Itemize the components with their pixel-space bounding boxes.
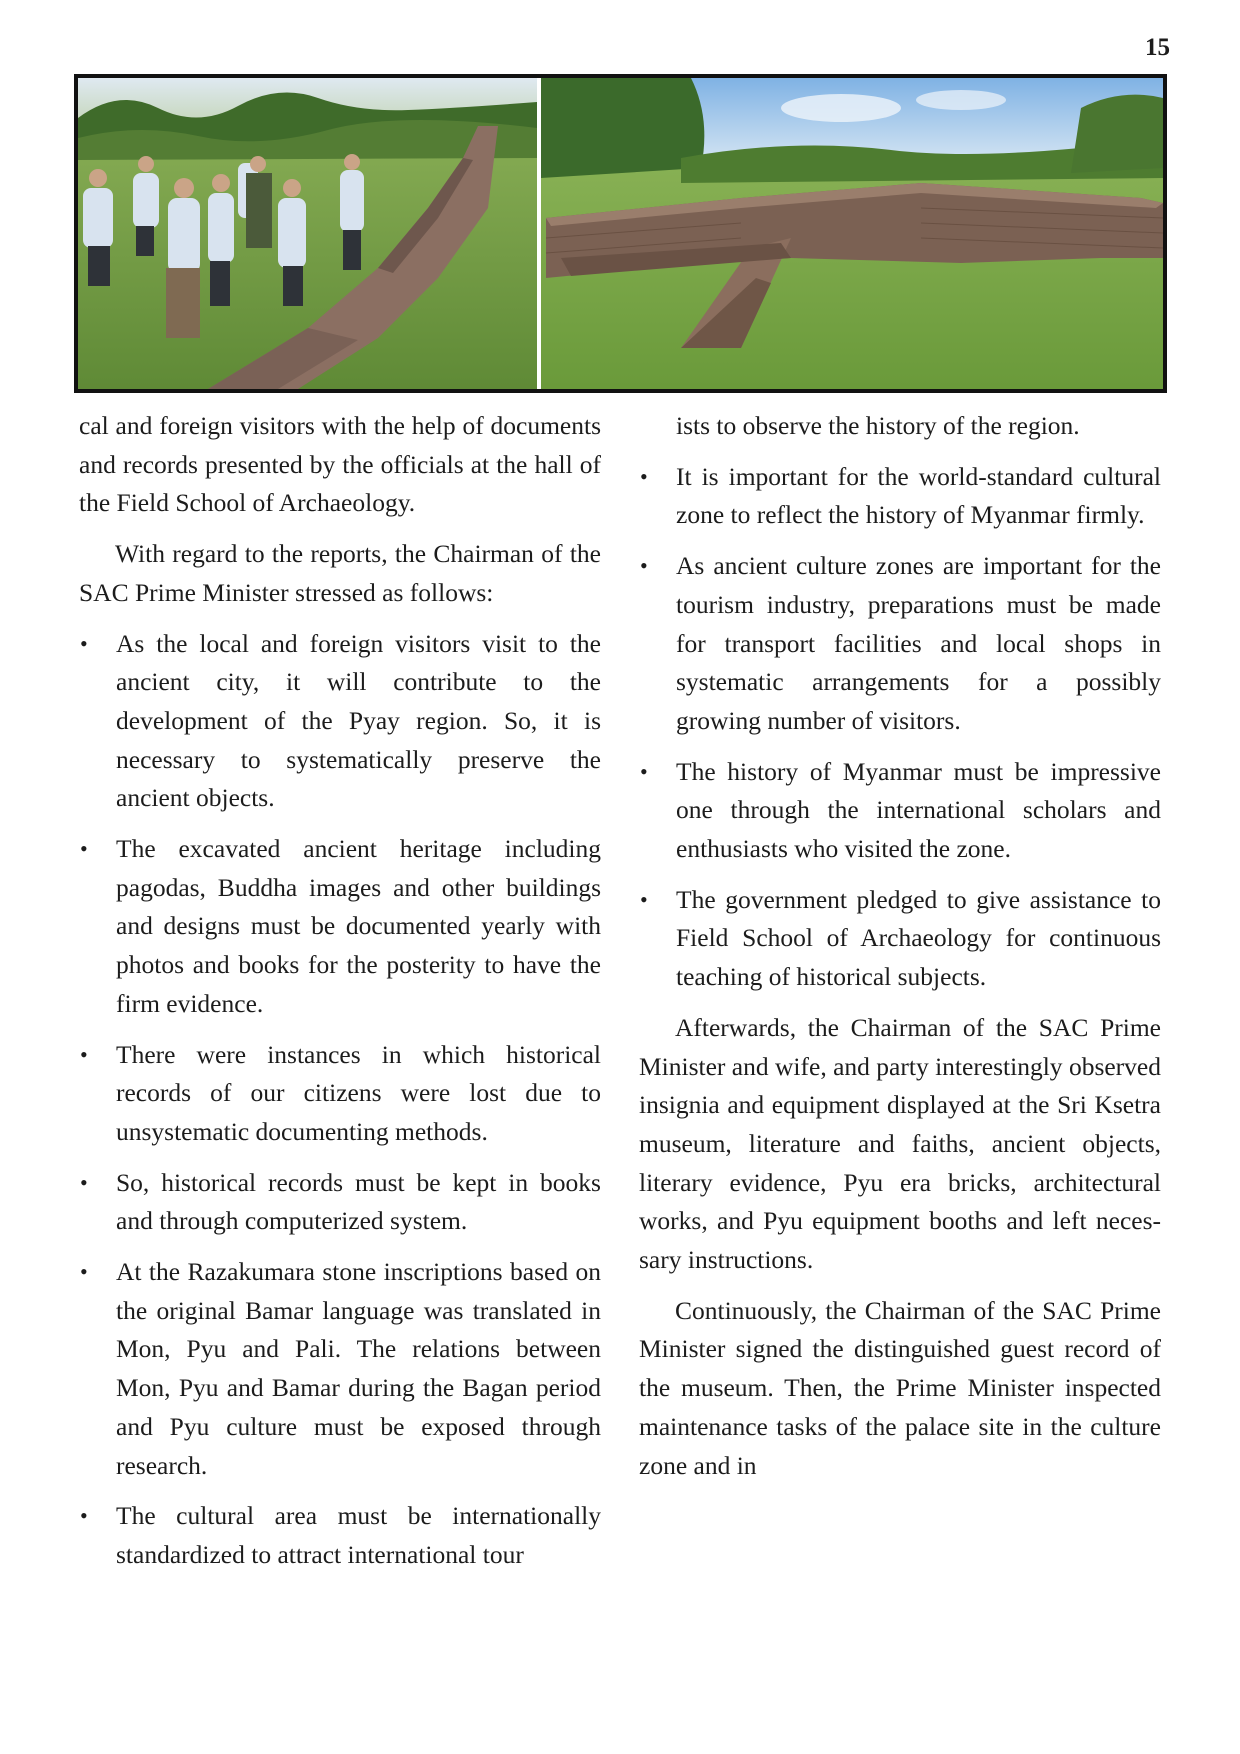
list-item-text: The government pledged to give assistance to Field School of Archaeology for continuous teaching of historical subjects. <box>676 884 1161 992</box>
list-item <box>79 1164 601 1241</box>
list-item-text: As the local and foreign visitors visit to the ancient city, it will contribute to the development of the Pyay region. So, it is necessary to systematically preserve the ancient objects. <box>116 628 601 813</box>
list-item <box>639 753 1161 869</box>
right-bullet-list <box>639 407 1161 997</box>
bullet-icon: • <box>640 758 648 784</box>
list-item-continuation <box>639 407 1161 446</box>
bullet-icon: • <box>80 630 88 656</box>
excavated-brick-foundation-ruins-photo <box>541 78 1163 389</box>
page-number: 15 <box>1145 34 1170 61</box>
left-bullet-list <box>79 625 601 1575</box>
list-item <box>639 458 1161 535</box>
list-item <box>79 625 601 819</box>
body-paragraph: Continuously, the Chairman of the SAC Prime Minister signed the distinguished guest record of the museum. Then, the Prime Minister inspected maintenance tasks of the palace site in the culture zone and in <box>639 1295 1161 1480</box>
list-item <box>639 881 1161 997</box>
bullet-icon: • <box>640 463 648 489</box>
list-item-text: At the Razakumara stone inscriptions based on the original Bamar language was translated in Mon, Pyu and Pali. The relations between Mon, Pyu and Bamar during the Bagan period and Pyu culture must be exposed through research. <box>116 1257 601 1480</box>
list-item-text: The history of Myanmar must be impressive one through the international scholars and enthusiasts who visited the zone. <box>676 756 1161 864</box>
list-item-text: The cultural area must be internationally standardized to attract international tour <box>116 1501 601 1569</box>
bullet-icon: • <box>640 553 648 579</box>
list-item-text: ists to observe the history of the region. <box>676 411 1080 440</box>
left-text-column <box>79 407 601 1587</box>
list-item-text: It is important for the world-standard cultural zone to reflect the history of Myanmar firmly. <box>676 461 1161 530</box>
bullet-icon: • <box>640 886 648 912</box>
list-item <box>79 1036 601 1152</box>
photo-strip <box>74 74 1167 393</box>
officials-walking-beside-ancient-brick-wall-photo <box>78 78 537 389</box>
list-item <box>79 830 601 1024</box>
bullet-icon: • <box>80 1503 88 1529</box>
intro-paragraph: With regard to the reports, the Chairman of the SAC Prime Minister stressed as follows: <box>79 539 601 607</box>
right-text-column <box>639 407 1161 1497</box>
bullet-icon: • <box>80 1169 88 1195</box>
bullet-icon: • <box>80 1041 88 1067</box>
continued-paragraph: cal and foreign visitors with the help of documents and records presented by the officials at the hall of the Field School of Archaeology. <box>79 411 601 518</box>
bullet-icon: • <box>80 836 88 862</box>
list-item <box>79 1497 601 1574</box>
list-item <box>79 1253 601 1485</box>
list-item <box>639 547 1161 741</box>
body-paragraph: Afterwards, the Chairman of the SAC Prime Minister and wife, and party interestingly observed insignia and equipment displayed at the Sri Ksetra museum, literature and faiths, ancient objects, literary evidence, Pyu era bricks, architectural works, and Pyu equipment booths and left necessary instructions. <box>639 1012 1161 1275</box>
list-item-text: As ancient culture zones are important for the tourism industry, preparations must be made for transport facilities and local shops in systematic arrangements for a possibly growing number of visitors. <box>676 551 1161 735</box>
list-item-text: The excavated ancient heritage including pagodas, Buddha images and other buildings and designs must be documented yearly with photos and books for the posterity to have the firm evidence. <box>116 834 601 1018</box>
list-item-text: So, historical records must be kept in books and through computerized system. <box>116 1167 601 1236</box>
bullet-icon: • <box>80 1259 88 1285</box>
list-item-text: There were instances in which historical records of our citizens were lost due to unsystematic documenting methods. <box>116 1039 601 1146</box>
